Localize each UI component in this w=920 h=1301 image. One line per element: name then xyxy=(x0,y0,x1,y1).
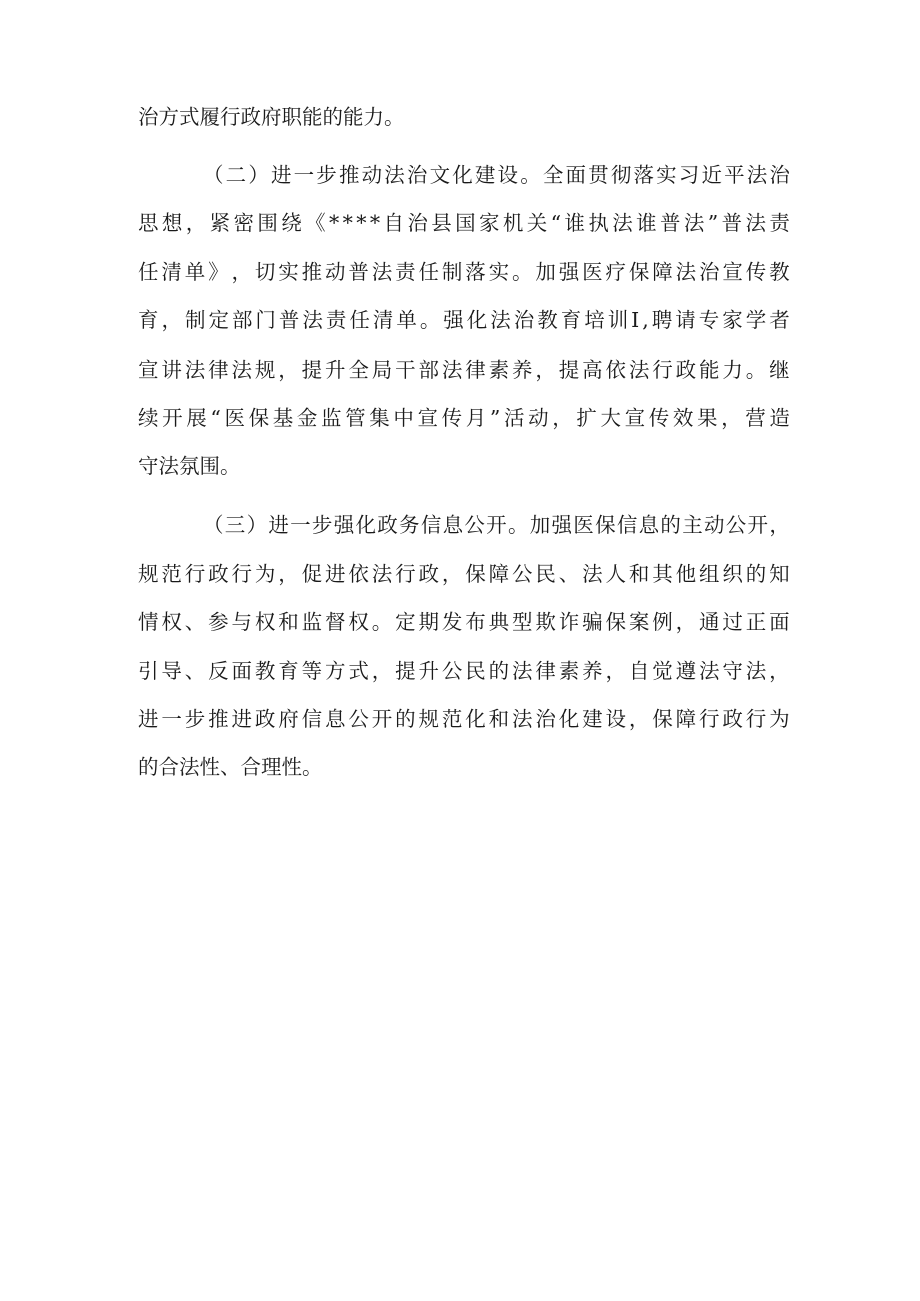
text-line: 规 范 行 政 行 为 ， 促 进 依 法 行 政 ， 保 障 公 民 、 法 人 和 其 他 组 织 的 知 xyxy=(138,562,790,586)
text-line: 宣 讲 法 律 法 规 ， 提 升 全 局 干 部 法 律 素 养 ， 提 高 依 法 行 政 能 力 。 继 xyxy=(138,358,790,382)
text-line: 的合法性、合理性。 xyxy=(138,755,323,779)
text-line: 进 一 步 推 进 政 府 信 息 公 开 的 规 范 化 和 法 治 化 建 设 ， 保 障 行 政 行 为 xyxy=(138,707,790,731)
text-line: 思 想 ， 紧 密 围 绕 《 * * * * 自 治 县 国 家 机 关 “ 谁 执 法 谁 普 法 ” 普 法 责 xyxy=(138,211,790,235)
text-line: 育 ， 制 定 部 门 普 法 责 任 清 单 。 强 化 法 治 教 育 培 训 I , 聘 请 专 家 学 者 xyxy=(138,308,790,332)
text-line: 情 权 、 参 与 权 和 监 督 权 。 定 期 发 布 典 型 欺 诈 骗 保 案 例 ， 通 过 正 面 xyxy=(138,610,790,634)
text-line: 治方式履行政府职能的能力。 xyxy=(138,105,405,129)
text-line: 守法氛围。 xyxy=(138,454,241,478)
text-line: 续 开 展 “ 医 保 基 金 监 管 集 中 宣 传 月 ” 活 动 ， 扩 大 宣 传 效 果 ， 营 造 xyxy=(138,406,790,430)
text-line: 引 导 、 反 面 教 育 等 方 式 ， 提 升 公 民 的 法 律 素 养 ， 自 觉 遵 法 守 法 ， xyxy=(138,659,790,683)
text-line: 任 清 单 》 ， 切 实 推 动 普 法 责 任 制 落 实 。 加 强 医 疗 保 障 法 治 宣 传 教 xyxy=(138,260,790,284)
text-line: （ 三 ） 进 一 步 强 化 政 务 信 息 公 开 。 加 强 医 保 信 息 的 主 动 公 开 ， xyxy=(203,513,790,537)
text-line: （ 二 ） 进 一 步 推 动 法 治 文 化 建 设 。 全 面 贯 彻 落 实 习 近 平 法 治 xyxy=(203,163,790,187)
